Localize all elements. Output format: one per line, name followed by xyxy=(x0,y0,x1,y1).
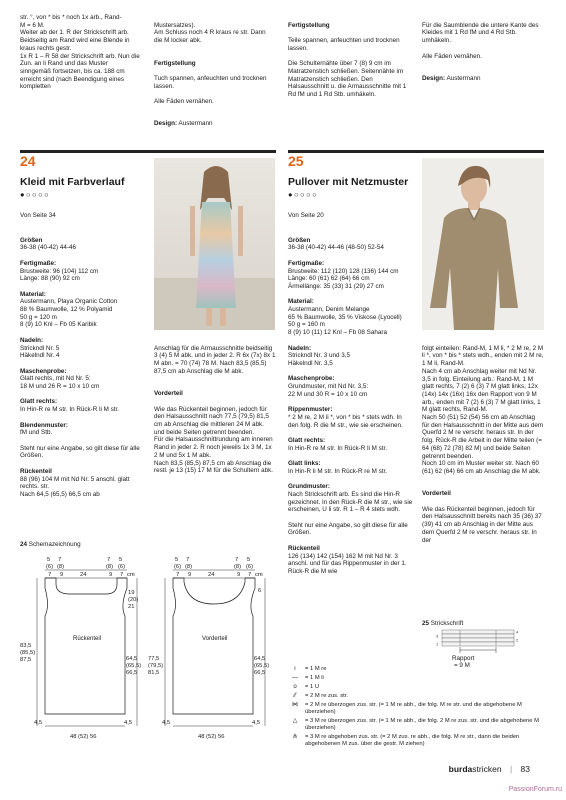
schema-label: 19 xyxy=(128,590,135,596)
schema-label: 4,5 xyxy=(34,720,43,726)
schema-label: (8) xyxy=(57,564,65,570)
schema-label: 7 xyxy=(235,557,239,563)
p25-block xyxy=(288,260,413,291)
pullover-photo-illustration xyxy=(422,158,544,330)
schema-label: 7 xyxy=(107,557,111,563)
schema-label: (85,5) xyxy=(20,650,36,656)
schema-label: 64,5 xyxy=(254,656,266,662)
schema-label: (79,5) xyxy=(148,663,164,669)
top-col3-heading: Fertigstellung xyxy=(288,21,330,29)
p25-text: In Hin-R re M str. In Rück-R li M str. xyxy=(288,444,388,452)
p25-text: Austermann, Denim Melange 65 % Baumwolle, 35 % Viskose (Lyocell) 50 g = 160 m 8 (9) 10 (11) 12 Knl – Fb 08 Sahara xyxy=(288,306,402,337)
p24-text: Strickndl Nr. 5 Häkelndl Nr. 4 xyxy=(20,344,60,360)
schema-label: 64,5 xyxy=(126,656,138,662)
photo-dress xyxy=(154,158,275,330)
p24-block xyxy=(20,291,145,330)
top-col3-text: Teile spannen, anfeuchten und trocknen lassen. Die Schulternähte über 7 (8) 9 cm im Matratzenstich schließen. Seitennähte im Matratzenstich schließen. Den Halsausschnitt u. die Armausschnitte mit 1 Rd fM und 1 Rd Stb. umhäkeln. xyxy=(288,37,407,99)
knit-stitch-icon: ı xyxy=(294,666,296,672)
pattern-number-24: 24 xyxy=(20,153,36,169)
p24-right-top: Anschlag für die Armausschnitte beidseitig 3 (4) 5 M abk. und in jeder 2. R 6x (7x) 8x 1 M abn. = 70 (74) 78 M. Nach 83,5 (85,5) 87,5 cm ab Anschlag die M abk. xyxy=(154,344,276,375)
p25-right-top: folgt einteilen: Rand-M, 1 M li, * 2 M re, 2 M li *, von * bis * stets wdh., enden mit 2 M re, 1 M li, Rand-M. Nach 4 cm ab Anschlag weiter mit Nd Nr. 3,5 in folg. Einteilung arb.: Rand-M, 1 M glatt rechts, 7 (2) 6 (3) 7 M glatt links, 12x (14x) 14x (16x) 16x den Rapport von 9 M arb., enden mit 7 (2) 6 (3) 7 M glatt links, 1 M glatt rechts, Rand-M. Nach 50 (51) 52 (54) 56 cm ab Anschlag für den Halsausschnitt in der Mitte aus dem Querfd 2 M re verschr. heraus str. In der folg. Rück-R die Arbeit in der Mitte teilen (= 64 (68) 72 (78) 82 M) und beide Seiten getrennt beenden. Noch 10 cm im Muster weiter str. Nach 60 (61) 62 (64) 66 cm ab Anschlag die M abk. xyxy=(422,344,544,475)
p24-block xyxy=(20,260,145,283)
schema-label: 7 xyxy=(48,572,52,578)
p24-block xyxy=(20,398,145,413)
s2kp-icon: ⋔ xyxy=(292,734,298,740)
p24-right-heading: Vorderteil xyxy=(154,390,183,398)
top-col3 xyxy=(288,14,408,106)
chart-row-number: 4 xyxy=(516,629,519,635)
schema-label: 9 xyxy=(109,572,113,578)
p24-text: 36-38 (40-42) 44-46 xyxy=(20,244,77,252)
chart-row-number: 2 xyxy=(516,637,519,643)
rapport-value: = 9 M xyxy=(454,662,470,669)
p25-text: Strickndl Nr. 3 und 3,5 Häkelndl Nr. 3,5 xyxy=(288,352,350,367)
schema-label: 66,5 xyxy=(126,670,138,676)
legend-text: = 1 M re xyxy=(305,666,327,672)
top-col2-text-b: Tuch spannen, anfeuchten und trocknen lassen. Alle Fäden vernähen. xyxy=(154,74,267,106)
chart-caption-text: Strickschrift xyxy=(430,620,464,627)
schema-label: cm xyxy=(127,572,135,578)
p24-text: In Hin-R re M str. In Rück-R li M str. xyxy=(20,406,120,414)
schema-label: 24 xyxy=(208,572,215,578)
schema-label: 7 xyxy=(58,557,62,563)
schema-caption xyxy=(20,541,81,549)
p25-block xyxy=(288,460,413,475)
design-label: Design: xyxy=(422,74,446,82)
from-page-24: Von Seite 34 xyxy=(20,212,56,219)
schema-label: 9 xyxy=(60,572,64,578)
p25-right-col xyxy=(422,337,544,552)
section-rule-25 xyxy=(288,150,544,153)
pattern-title-24: Kleid mit Farbverlauf xyxy=(20,176,125,188)
schema-label: 48 (52) 56 xyxy=(70,734,97,740)
top-col2-text-a: Mustersatzes). Am Schluss noch 4 R kraus re str. Dann die M locker abk. xyxy=(154,21,266,45)
p25-right-body: Wie das Rückenteil beginnen, jedoch für den Halsausschnitt bereits nach 35 (36) 37 (39) 41 cm ab Anschlag in der Mitte aus dem Querfd 2 M re verschr. heraus str. In der xyxy=(422,505,542,544)
schema-label: 4,5 xyxy=(252,720,261,726)
legend-text: = 1 U xyxy=(305,684,320,690)
pattern-title-25: Pullover mit Netzmuster xyxy=(288,176,409,188)
legend-text: = 2 M re zus. str. xyxy=(305,693,349,699)
p25-heading: Glatt rechts: xyxy=(288,436,326,444)
top-col1-text: str. °, von * bis * noch 1x arb., Rand- M = 6 M. Weiter ab der 1. R der Strickschrift arb. Beidseitig am Rand wird eine Blende in kraus rechts gestr. 1x R 1 – R 58 der Strickschrift arb. Nun die Zun. an li Rand und das Muster sinngemäß fortsetzen, bis ca. 188 cm erreicht sind (nach Beendigung eines kompletten xyxy=(20,14,140,91)
schema-label: 4,5 xyxy=(162,720,171,726)
back-piece-label: Rückenteil xyxy=(73,636,102,642)
p24-heading: Maschenprobe: xyxy=(20,367,67,375)
p24-details xyxy=(20,229,145,506)
chart-caption xyxy=(422,620,463,628)
legend-text: = 2 M re überzogen zus. str. (= 1 M re abh., die folg. M re str. und die abgehobene M überziehen) xyxy=(305,702,522,715)
p24-block xyxy=(20,422,145,461)
p24-block xyxy=(20,337,145,360)
yarn-over-icon: o xyxy=(293,684,297,690)
legend-text: = 3 M re abgehoben zus. str. (= 2 M zus. re abh., die folg. M re str., dann die beiden abgehobenen M zus. über die gestr. M ziehen) xyxy=(305,734,520,747)
purl-stitch-icon: — xyxy=(292,675,298,681)
p24-right-body: Wie das Rückenteil beginnen, jedoch für den Halsausschnitt nach 77,5 (79,5) 81,5 cm ab Anschlag die mittleren 24 M abk. und beide Seiten getrennt beenden. Für die Halsausschnittrundung am inneren Rand in jeder 2. R noch jeweils 1x 3 M, 1x 2 M und 5x 1 M abk. Nach 83,5 (85,5) 87,5 cm ab Anschlag die restl. je 13 (15) 17 M für die Schultern abk. xyxy=(154,405,273,475)
p25-block xyxy=(288,298,413,337)
brand-name-bold: burda xyxy=(448,764,473,774)
p24-text: Brustweite: 96 (104) 112 cm Länge: 88 (90) 92 cm xyxy=(20,267,99,283)
rapport-label: Rapport xyxy=(452,655,475,662)
schema-label: 48 (52) 56 xyxy=(198,734,225,740)
p25-block xyxy=(288,483,413,537)
top-col4-design xyxy=(422,75,542,83)
p24-heading: Blendenmuster: xyxy=(20,421,68,429)
from-page-25: Von Seite 20 xyxy=(288,212,324,219)
schema-label: 87,5 xyxy=(20,657,32,663)
p25-heading: Größen xyxy=(288,236,311,244)
p25-text: Brustweite: 112 (120) 128 (136) 144 cm Länge: 60 (61) 62 (64) 66 cm Ärmellänge: 35 (33) 31 (29) 27 cm xyxy=(288,267,399,290)
p24-text: 88 (96) 104 M mit Nd Nr. 5 anschl. glatt rechts. str. Nach 64,5 (65,5) 66,5 cm ab xyxy=(20,475,130,498)
p24-block xyxy=(20,368,145,391)
schema-label: 5 xyxy=(119,557,123,563)
design-name: Austermann xyxy=(446,74,481,82)
p24-text: fM und Stb. Steht nur eine Angabe, so gilt diese für alle Größen. xyxy=(20,429,140,460)
schema-label: 7 xyxy=(120,572,124,578)
difficulty-dots-25: ●○○○○ xyxy=(288,190,319,199)
design-name: Austermann xyxy=(178,120,213,128)
schema-label: (8) xyxy=(185,564,193,570)
p25-heading: Glatt links: xyxy=(288,460,321,468)
schema-label: cm xyxy=(255,572,263,578)
p25-text: Grundmuster, mit Nd Nr. 3,5: 22 M und 30 R = 10 x 10 cm xyxy=(288,383,369,398)
p25-block xyxy=(288,237,413,252)
p25-heading: Material: xyxy=(288,298,314,306)
p24-heading: Fertigmaße: xyxy=(20,259,57,267)
chart-caption-number: 25 xyxy=(422,620,430,627)
schema-label: (65,5) xyxy=(126,663,142,669)
watermark-text: PassionForum.ru xyxy=(508,786,562,793)
p25-text: 126 (134) 142 (154) 162 M mit Nd Nr. 3 anschl. und für das Rippenmuster in der 1. Rück-R die M wie xyxy=(288,552,407,575)
schema-label: 9 xyxy=(188,572,192,578)
top-col2-heading: Fertigstellung xyxy=(154,59,196,67)
pattern-number-25: 25 xyxy=(288,153,304,169)
schema-label: (6) xyxy=(246,564,254,570)
section-rule-24 xyxy=(20,150,276,153)
top-col4 xyxy=(422,14,542,90)
legend-text: = 1 M li xyxy=(305,675,324,681)
p25-text: Nach Strickschrift arb. Es sind die Hin-R gezeichnet. In den Rück-R die M str., wie sie erscheinen, U li str. R 1 – R 4 stets wdh. Steht nur eine Angabe, so gilt diese für alle Größen. xyxy=(288,490,413,537)
p25-details xyxy=(288,229,413,583)
p25-heading: Grundmuster: xyxy=(288,483,330,491)
brand-name-light: stricken xyxy=(472,764,502,774)
p24-block xyxy=(20,237,145,252)
p25-heading: Fertigmaße: xyxy=(288,259,325,267)
p24-text: Glatt rechts, mit Nd Nr. 5: 18 M und 26 R = 10 x 10 cm xyxy=(20,375,100,391)
schema-drawing xyxy=(20,554,282,746)
schema-label: (8) xyxy=(234,564,242,570)
p24-heading: Glatt rechts: xyxy=(20,398,58,406)
p25-heading: Rippenmuster: xyxy=(288,406,333,414)
p24-heading: Material: xyxy=(20,290,46,298)
top-col2 xyxy=(154,14,274,136)
schema-caption-number: 24 xyxy=(20,541,28,548)
p24-heading: Rückenteil xyxy=(20,467,52,475)
p25-block xyxy=(288,345,413,368)
schema-label: 6 xyxy=(258,588,262,594)
p25-right-heading: Vorderteil xyxy=(422,490,451,498)
schema-label: (6) xyxy=(174,564,182,570)
top-col4-text: Für die Saumblende die untere Kante des Kleides mit 1 Rd fM und 4 Rd Stb. umhäkeln. Alle Fäden vernähen. xyxy=(422,21,539,60)
chart-row-number: 1 xyxy=(436,641,439,647)
schema-label: 4,5 xyxy=(124,720,133,726)
p25-block xyxy=(288,406,413,429)
page-number: 83 xyxy=(520,764,530,774)
p25-heading: Rückenteil xyxy=(288,544,320,552)
schema-label: 7 xyxy=(176,572,180,578)
front-piece xyxy=(148,557,269,740)
p25-text: * 2 M re, 2 M li *, von * bis * stets wdh. In den folg. R die M str., wie sie erscheinen. xyxy=(288,413,403,429)
difficulty-dots-24: ●○○○○ xyxy=(20,190,51,199)
schema-label: (65,5) xyxy=(254,663,270,669)
top-col2-design xyxy=(154,120,274,128)
schema-label: 21 xyxy=(128,604,135,610)
chart-row-number: 3 xyxy=(436,633,439,639)
sk2p-icon: △ xyxy=(292,718,298,724)
p24-heading: Größen xyxy=(20,236,43,244)
p24-right-col xyxy=(154,337,276,483)
p25-heading: Nadeln: xyxy=(288,344,312,352)
schema-label: 9 xyxy=(237,572,241,578)
schema-label: 7 xyxy=(186,557,190,563)
design-label: Design: xyxy=(154,120,178,128)
skp-icon: ⋈ xyxy=(292,702,298,708)
p24-text: Austermann, Playa Organic Cotton 88 % Baumwolle, 12 % Polyamid 50 g = 120 m 8 (9) 10 Knl – Fb 05 Karibik xyxy=(20,298,118,329)
photo-pullover xyxy=(422,158,544,330)
schema-label: 77,5 xyxy=(148,656,160,662)
schema-label: 5 xyxy=(247,557,251,563)
front-piece-label: Vorderteil xyxy=(202,636,228,642)
schema-caption-text: Schemazeichnung xyxy=(28,541,81,548)
p25-text: 36-38 (40-42) 44-46 (48-50) 52-54 xyxy=(288,244,384,252)
k2tog-icon: ⁄⁄ xyxy=(293,693,296,699)
p24-block xyxy=(20,468,145,499)
schema-label: (6) xyxy=(46,564,54,570)
p25-block xyxy=(288,437,413,452)
legend-text: = 3 M re überzogen zus. str. (= 1 M re abh., die folg. 2 M re zus. str. und die abgehobene M überziehen) xyxy=(305,718,539,731)
p25-block xyxy=(288,375,413,398)
page-footer: burdastricken | 83 xyxy=(448,764,530,774)
schema-label: 7 xyxy=(248,572,252,578)
schema-label: (6) xyxy=(118,564,126,570)
schema-label: 24 xyxy=(80,572,87,578)
p25-text: In Hin-R li M str. In Rück-R re M str. xyxy=(288,467,388,475)
schema-label: (20) xyxy=(128,597,139,603)
p25-block xyxy=(288,545,413,576)
schema-label: 5 xyxy=(175,557,179,563)
p24-heading: Nadeln: xyxy=(20,336,44,344)
schema-label: 66,5 xyxy=(254,670,266,676)
schema-label: 83,5 xyxy=(20,643,32,649)
schema-label: (8) xyxy=(106,564,114,570)
schema-label: 5 xyxy=(47,557,51,563)
p25-heading: Maschenprobe: xyxy=(288,375,335,383)
schema-label: 81,5 xyxy=(148,670,160,676)
knitting-chart xyxy=(432,628,544,668)
back-piece xyxy=(20,557,141,740)
dress-photo-illustration xyxy=(154,158,275,330)
